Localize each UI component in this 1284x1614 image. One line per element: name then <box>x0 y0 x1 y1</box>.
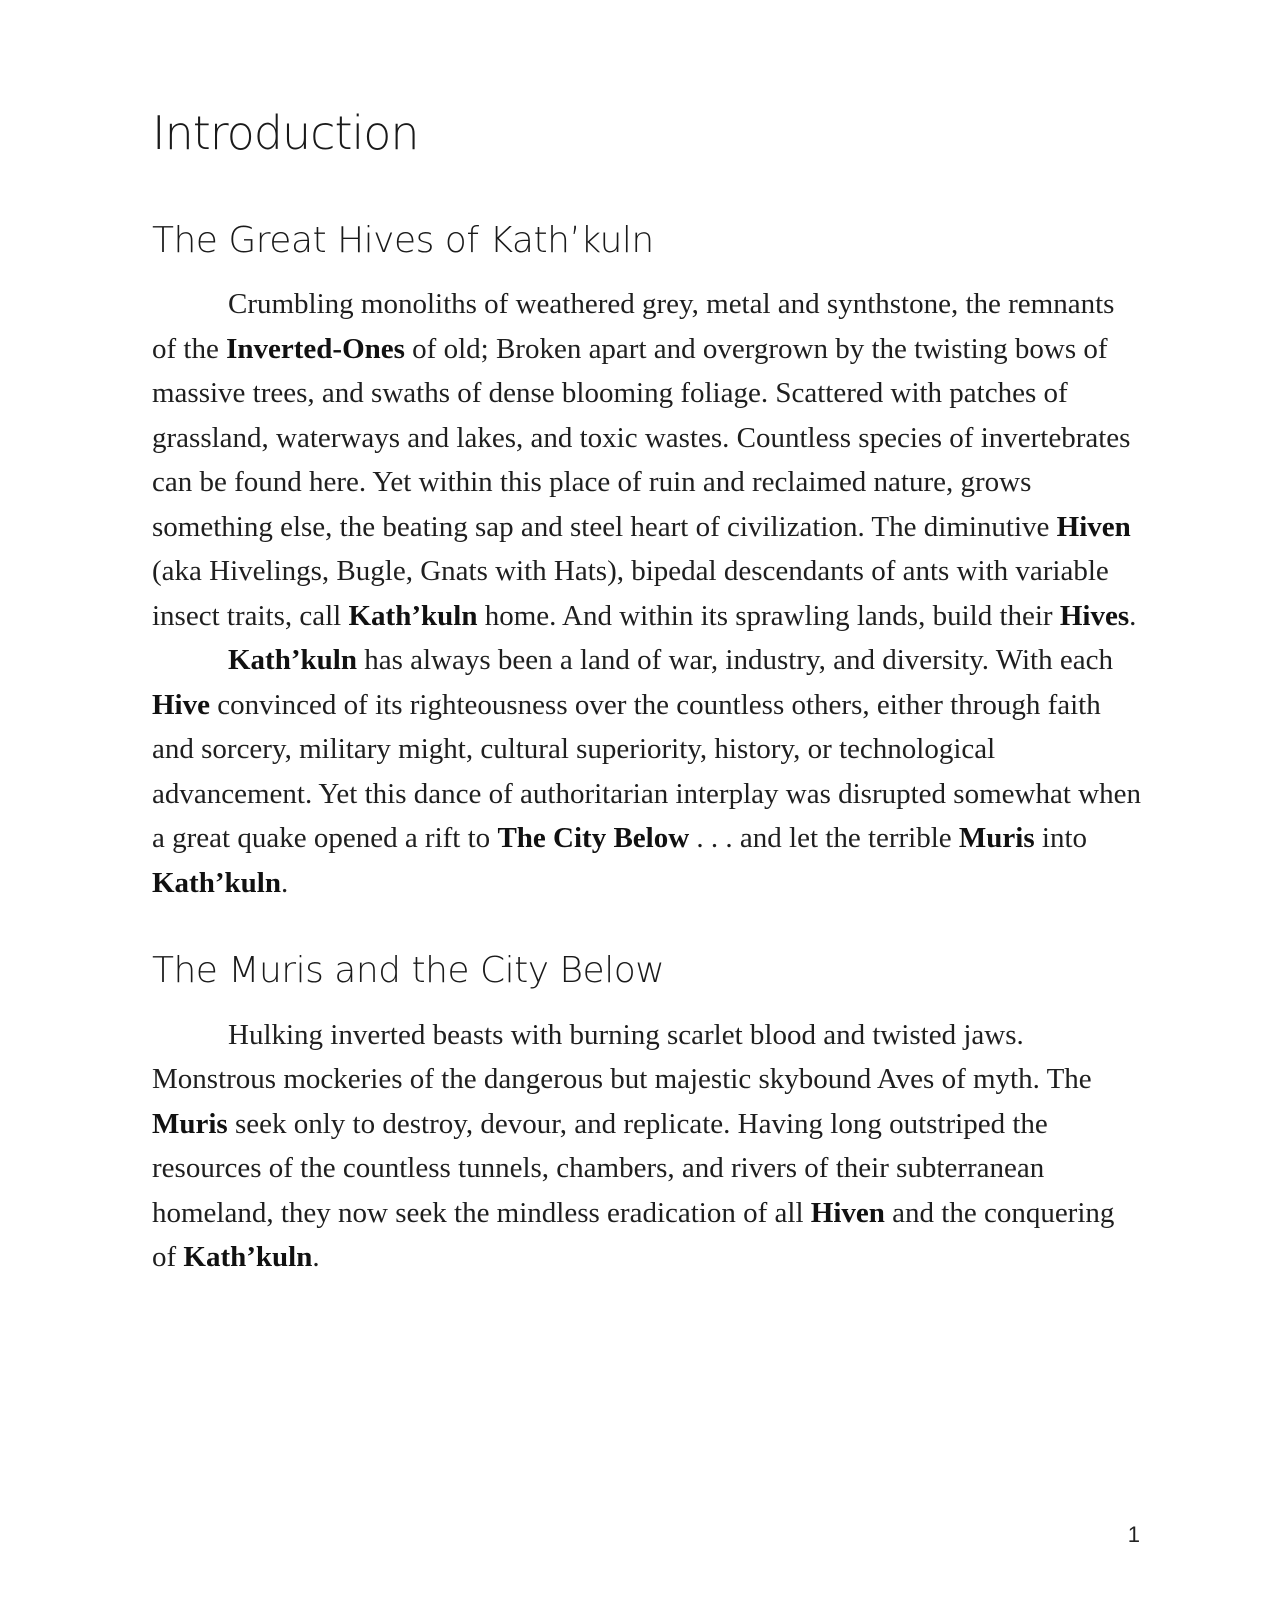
bold-term: Kath’kuln <box>228 644 357 677</box>
section-2 <box>152 951 1142 1280</box>
text-run: seek only to destroy, devour, and replicate. Having long outstriped the resources of the countless tunnels, chambers, and rivers of their subterranean homeland, they now seek the mindless eradication of all <box>152 1107 1048 1229</box>
page-content <box>152 108 1142 1326</box>
text-run: and the conquering of <box>152 1196 1115 1274</box>
bold-term: Muris <box>958 822 1035 855</box>
text-run: (aka Hivelings, Bugle, Gnats with Hats), bipedal descendants of ants with variable insect traits, call <box>152 555 1109 632</box>
text-run: of old; Broken apart and overgrown by the twisting bows of massive trees, and swaths of dense blooming foliage. Scattered with patches of grassland, waterways and lakes, and toxic wastes. Countless species of invertebrates can be found here. Yet within this place of ruin and reclaimed nature, grows something else, the beating sap and steel heart of civilization. The diminutive <box>152 332 1131 543</box>
sections-container <box>152 221 1142 1280</box>
bold-term: The City Below <box>497 822 690 855</box>
section-heading: The Muris and the City Below <box>152 950 665 992</box>
section-1 <box>152 221 1142 906</box>
bold-term: Kath’kuln <box>183 1241 313 1274</box>
text-run: into <box>1034 822 1088 855</box>
bold-term: Hiven <box>1056 510 1131 543</box>
bold-term: Hiven <box>810 1196 885 1229</box>
text-run: Hulking inverted beasts with burning scarlet blood and twisted jaws. Monstrous mockeries of the dangerous but majestic skybound Aves of myth. The <box>152 1018 1092 1096</box>
section-heading: The Great Hives of Kath’kuln <box>152 219 654 261</box>
text-run: . <box>1129 599 1137 632</box>
page-title: Introduction <box>152 106 419 160</box>
text-run: Crumbling monoliths of weathered grey, metal and synthstone, the remnants of the <box>152 288 1115 365</box>
body-paragraph <box>152 638 1142 905</box>
text-run: convinced of its righteousness over the countless others, either through faith and sorcery, military might, cultural superiority, history, or technological advancement. Yet this dance of authoritarian interplay was disrupted somewhat when a great quake opened a rift to <box>152 688 1141 855</box>
text-run: . <box>280 866 289 899</box>
bold-term: Kath’kuln <box>152 866 281 899</box>
bold-term: Inverted-Ones <box>226 332 405 365</box>
text-run: has always been a land of war, industry, and diversity. With each <box>356 644 1113 677</box>
text-run: . . . and let the terrible <box>689 822 959 855</box>
body-paragraph <box>152 282 1142 638</box>
bold-term: Hives <box>1059 599 1130 632</box>
bold-term: Hive <box>152 688 210 721</box>
bold-term: Muris <box>152 1107 228 1140</box>
text-run: home. And within its sprawling lands, build their <box>477 599 1060 632</box>
body-paragraph <box>152 1013 1142 1280</box>
bold-term: Kath’kuln <box>348 599 478 632</box>
page-number: 1 <box>1127 1522 1140 1547</box>
text-run: . <box>312 1241 320 1274</box>
